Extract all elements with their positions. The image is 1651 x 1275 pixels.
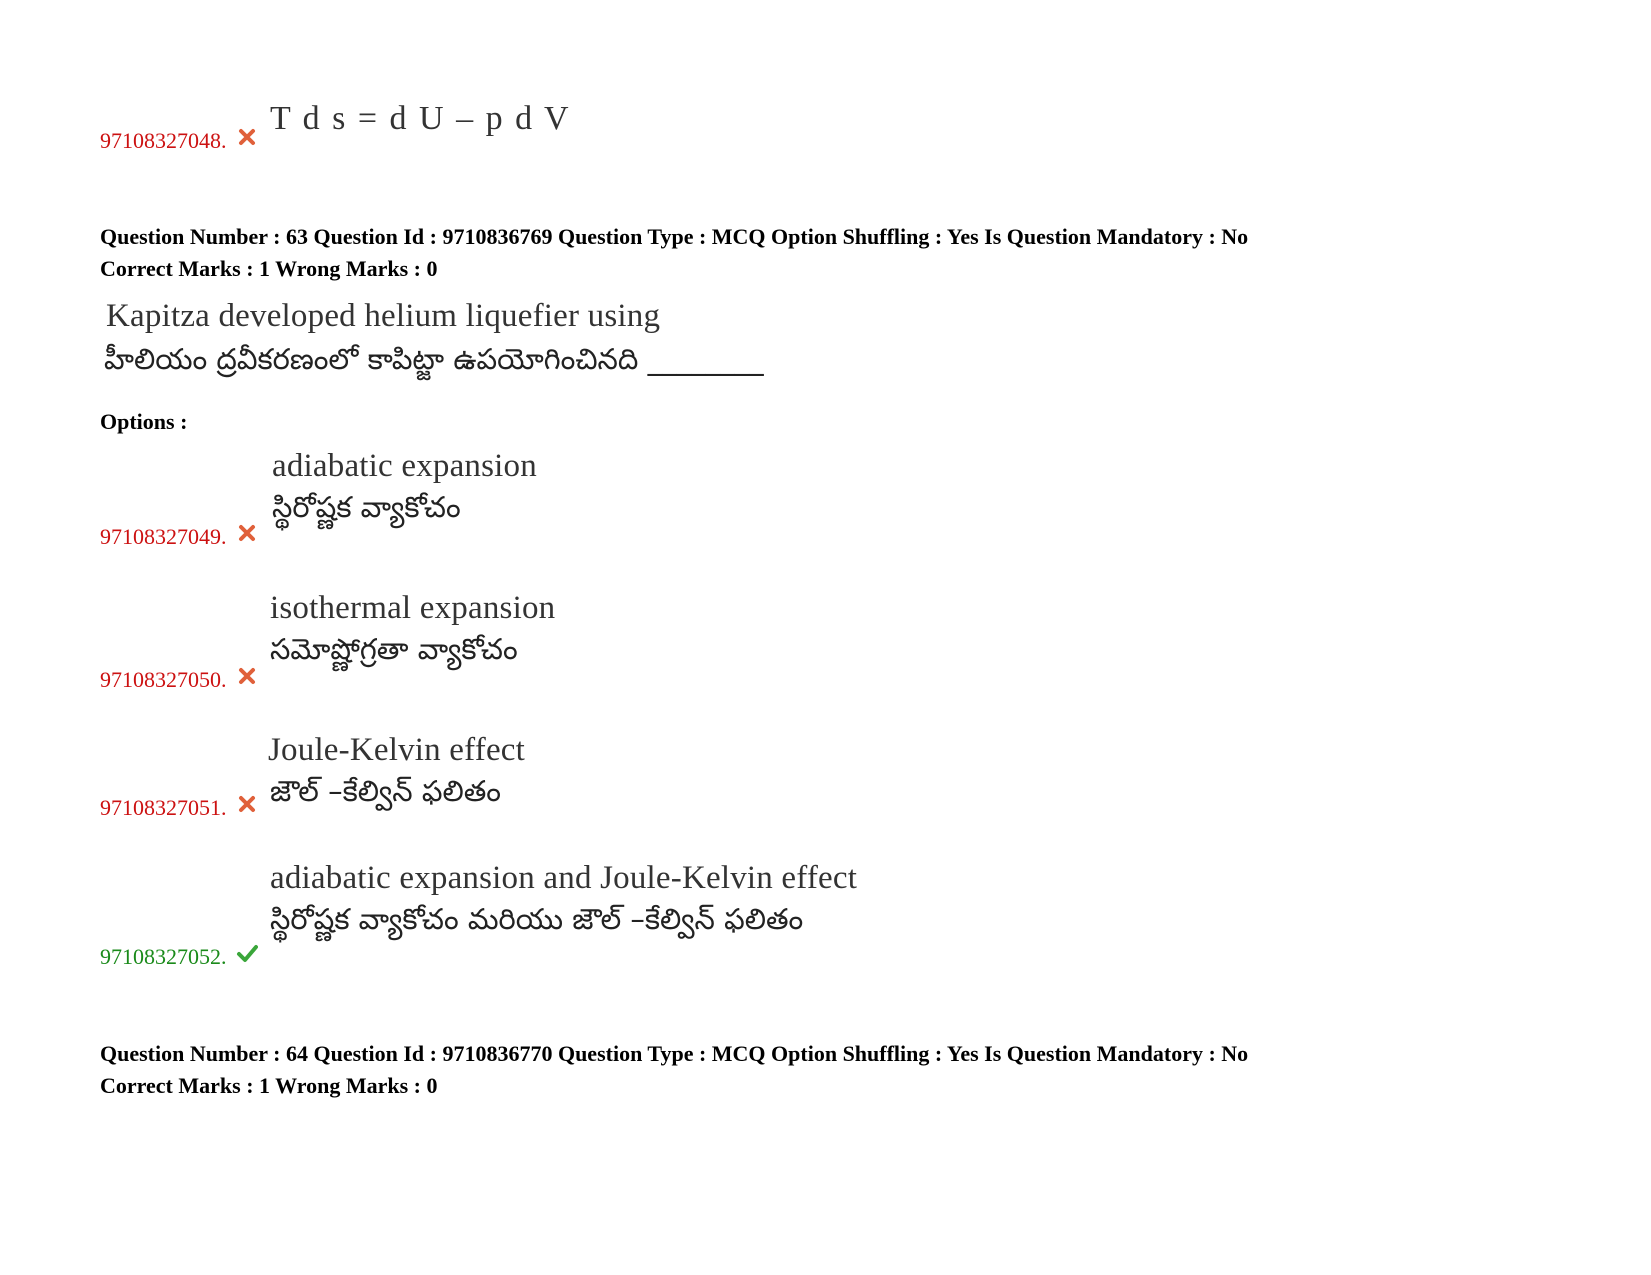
options-label: Options : (100, 409, 188, 434)
cross-icon (236, 522, 258, 544)
option-text-en: isothermal expansion (270, 590, 556, 626)
question-marks: Correct Marks : 1 Wrong Marks : 0 (100, 1073, 438, 1098)
option-id: 97108327048. (100, 128, 227, 153)
option-text-te: జౌల్ –కేల్విన్ ఫలితం (270, 774, 501, 808)
cross-icon (236, 126, 258, 148)
option-text-te: స్థిరోష్ణక వ్యాకోచం మరియు జౌల్ –కేల్విన్ ఫలితం (270, 902, 804, 936)
option-id: 97108327051. (100, 795, 227, 820)
option-id: 97108327052. (100, 944, 227, 969)
question-text-en: Kapitza developed helium liquefier using (106, 298, 661, 334)
option-text-en: Joule-Kelvin effect (268, 732, 526, 768)
option-text-te: స్థిరోష్ణక వ్యాకోచం (272, 490, 461, 524)
option-text-te: సమోష్ణోగ్రతా వ్యాకోచం (270, 632, 518, 666)
question-meta: Question Number : 64 Question Id : 9710836770 Question Type : MCQ Option Shuffling : Yes Is Question Mandatory : No (100, 1041, 1249, 1066)
cross-icon (236, 665, 258, 687)
option-id: 97108327050. (100, 667, 227, 692)
option-text-en: adiabatic expansion (272, 448, 537, 484)
option-formula: T d s = d U – p d V (270, 100, 571, 137)
option-text-en: adiabatic expansion and Joule-Kelvin effect (270, 860, 858, 896)
check-icon (236, 942, 258, 964)
cross-icon (236, 793, 258, 815)
question-meta: Question Number : 63 Question Id : 9710836769 Question Type : MCQ Option Shuffling : Yes Is Question Mandatory : No (100, 224, 1249, 249)
question-marks: Correct Marks : 1 Wrong Marks : 0 (100, 256, 438, 281)
option-id: 97108327049. (100, 524, 227, 549)
question-text-te: హీలియం ద్రవీకరణంలో కాపిట్జా ఉపయోగించినది ________ (104, 342, 764, 376)
